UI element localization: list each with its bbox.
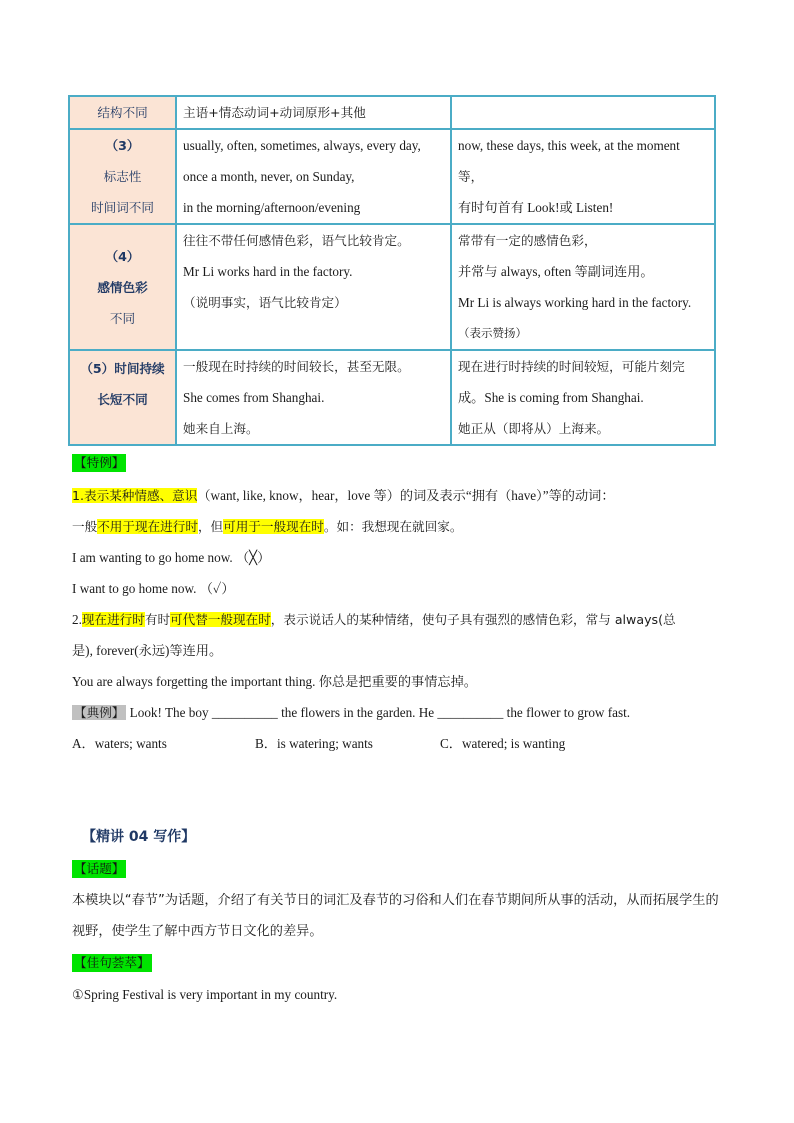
table-row xyxy=(69,224,715,350)
row-header-line: 感情色彩 xyxy=(97,279,148,295)
cell-line: 她正从（即将从）上海来。 xyxy=(458,421,610,436)
row-header xyxy=(69,224,176,350)
row-header-line: 结构不同 xyxy=(97,105,148,120)
cell-line: 主语+情态动词+动词原形+其他 xyxy=(183,105,366,120)
special-paragraph-1 xyxy=(72,480,615,511)
cell-line: 常带有一定的感情色彩， xyxy=(458,233,597,248)
text: ，但 xyxy=(197,519,224,534)
highlight: 可用于一般现在时 xyxy=(223,519,324,534)
highlight: 可代替一般现在时 xyxy=(170,612,271,627)
simple-present-cell xyxy=(176,96,451,129)
special-example-sentence: You are always forgetting the important thing. 你总是把重要的事情忘掉。 xyxy=(72,674,477,689)
row-header xyxy=(69,350,176,445)
cell-line: Mr Li works hard in the factory. xyxy=(183,264,353,279)
example-question xyxy=(72,697,630,728)
row-header-line: 不同 xyxy=(109,310,136,326)
cell-line: usually, often, sometimes, always, every day, xyxy=(183,138,421,153)
option-a: A．waters; wants xyxy=(72,736,167,751)
highlight: 不用于现在进行时 xyxy=(97,519,198,534)
example-tag: 【典例】 xyxy=(74,705,125,720)
simple-present-cell xyxy=(176,224,451,350)
row-header-line: 长短不同 xyxy=(97,392,148,407)
row-header xyxy=(69,129,176,224)
sentences-tag: 【佳句荟萃】 xyxy=(74,955,150,970)
row-header-line: （4） xyxy=(105,248,140,264)
text: 。如：我想现在就回家。 xyxy=(323,519,463,534)
text: 一般 xyxy=(72,519,98,534)
cell-line: 并常与 always, often 等副词连用。 xyxy=(458,264,654,279)
sentence-1: ①Spring Festival is very important in my country. xyxy=(72,987,338,1002)
row-header-line: （3） xyxy=(105,138,140,153)
text: （want, like, know，hear，love 等）的词及表示“拥有（have）”等的动词： xyxy=(197,488,615,503)
special-paragraph-2 xyxy=(72,511,462,542)
cell-line: Mr Li is always working hard in the factory. xyxy=(458,295,692,310)
cell-line: 有时句首有 Look!或 Listen! xyxy=(458,200,614,215)
special-paragraph-3 xyxy=(72,604,676,635)
cell-line: She comes from Shanghai. xyxy=(183,390,325,405)
option-c: C．watered; is wanting xyxy=(440,736,566,751)
comparison-table xyxy=(68,95,716,446)
cell-line: 等， xyxy=(458,169,484,184)
cell-line: （说明事实，语气比较肯定） xyxy=(183,295,347,310)
topic-tag-line xyxy=(72,859,126,879)
cell-line: 现在进行时持续的时间较短，可能片刻完 xyxy=(458,359,685,374)
present-continuous-cell xyxy=(451,350,715,445)
row-header-line: （5）时间持续 xyxy=(80,361,165,376)
text: 2. xyxy=(72,612,82,627)
table-row xyxy=(69,350,715,445)
cell-line: in the morning/afternoon/evening xyxy=(183,200,361,215)
special-tag-line xyxy=(72,453,126,473)
simple-present-cell xyxy=(176,129,451,224)
row-header-line: 时间词不同 xyxy=(91,200,154,215)
simple-present-cell xyxy=(176,350,451,445)
special-paragraph-3-cont: 是), forever(永远)等连用。 xyxy=(72,643,223,658)
section-title: 【精讲 04 写作】 xyxy=(82,829,196,845)
question-text: Look! The boy __________ the flowers in the garden. He __________ the flower to grow fast. xyxy=(126,705,631,720)
text: 有时 xyxy=(144,612,171,627)
highlight: 现在进行时 xyxy=(81,612,145,627)
row-header-line: 标志性 xyxy=(103,169,142,184)
table-row xyxy=(69,129,715,224)
cell-line: 成。She is coming from Shanghai. xyxy=(458,390,644,405)
cell-line: （表示赞扬） xyxy=(458,326,527,340)
topic-paragraph: 本模块以“春节”为话题，介绍了有关节日的词汇及春节的习俗和人们在春节期间所从事的活动，从而拓展学生的视野，使学生了解中西方节日文化的差异。 xyxy=(72,893,719,939)
sentences-tag-line xyxy=(72,953,152,973)
cell-line: now, these days, this week, at the moment xyxy=(458,138,680,153)
cell-line xyxy=(458,97,708,128)
special-tag: 【特例】 xyxy=(74,455,125,470)
table-row xyxy=(69,96,715,129)
cell-line: 一般现在时持续的时间较长，甚至无限。 xyxy=(183,359,410,374)
cell-line: 她来自上海。 xyxy=(183,421,259,436)
cell-line: once a month, never, on Sunday, xyxy=(183,169,355,184)
topic-tag: 【话题】 xyxy=(74,861,125,876)
present-continuous-cell xyxy=(451,224,715,350)
wrong-example: I am wanting to go home now. （╳） xyxy=(72,550,271,565)
present-continuous-cell xyxy=(451,129,715,224)
highlight: 1.表示某种情感、意识 xyxy=(72,488,198,503)
right-example: I want to go home now. （✓） xyxy=(72,581,235,596)
text: ，表示说话人的某种情绪，使句子具有强烈的感情色彩，常与 always(总 xyxy=(270,612,676,627)
row-header xyxy=(69,96,176,129)
cell-line: 往往不带任何感情色彩，语气比较肯定。 xyxy=(183,233,410,248)
present-continuous-cell xyxy=(451,96,715,129)
option-b: B．is watering; wants xyxy=(255,736,373,751)
